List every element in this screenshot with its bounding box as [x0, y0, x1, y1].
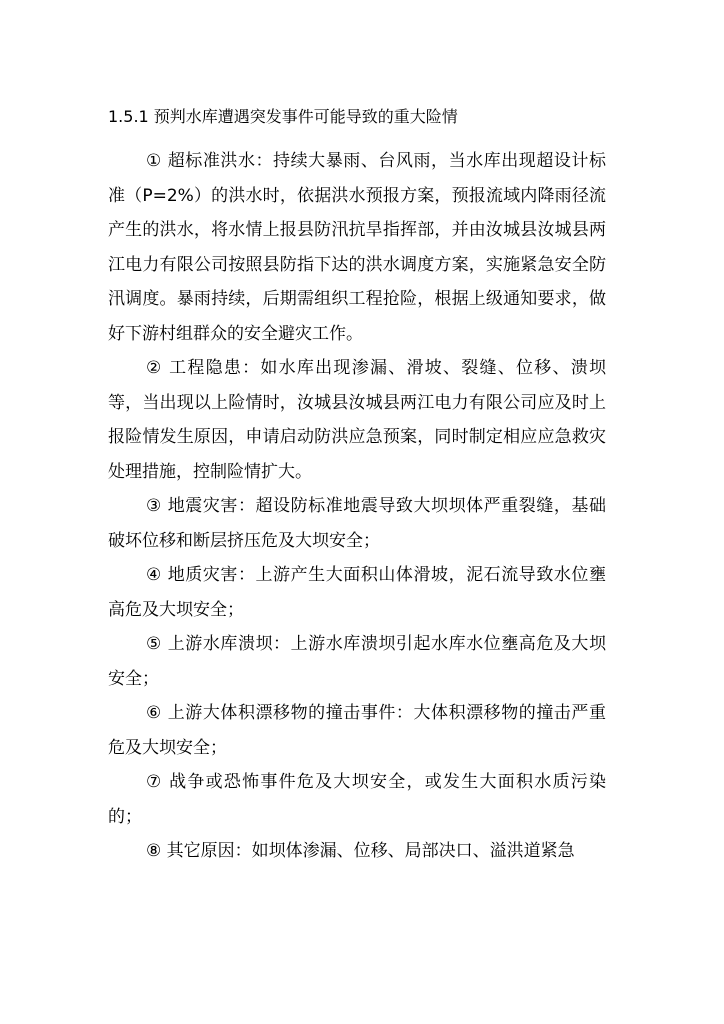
document-body: [108, 144, 606, 869]
paragraph-floating-debris: ⑥ 上游大体积漂移物的撞击事件：大体积漂移物的撞击严重危及大坝安全；: [108, 703, 606, 758]
paragraph-geological-disaster: ④ 地质灾害：上游产生大面积山体滑坡，泥石流导致水位壅高危及大坝安全；: [108, 565, 606, 620]
paragraph-engineering-hazard: ② 工程隐患：如水库出现渗漏、滑坡、裂缝、位移、溃坝等，当出现以上险情时，汝城县汝城县两江电力有限公司应及时上报险情发生原因，申请启动防洪应急预案，同时制定相应应急救灾处理措施，控制险情扩大。: [108, 358, 606, 482]
paragraph-earthquake: ③ 地震灾害：超设防标准地震导致大坝坝体严重裂缝，基础破坏位移和断层挤压危及大坝安全；: [108, 496, 606, 551]
paragraph-war-terror-pollution: ⑦ 战争或恐怖事件危及大坝安全，或发生大面积水质污染的；: [108, 772, 606, 827]
paragraph-other-causes: ⑧ 其它原因：如坝体渗漏、位移、局部决口、溢洪道紧急: [146, 841, 575, 861]
section-heading: 1.5.1 预判水库遭遇突发事件可能导致的重大险情: [108, 107, 458, 126]
paragraph-upstream-dam-break: ⑤ 上游水库溃坝：上游水库溃坝引起水库水位壅高危及大坝安全；: [108, 634, 606, 689]
paragraph-flood: ① 超标准洪水：持续大暴雨、台风雨，当水库出现超设计标准（P=2%）的洪水时，依据洪水预报方案，预报流域内降雨径流产生的洪水，将水情上报县防汛抗旱指挥部，并由汝城县汝城县两江电力有限公司按照县防指下达的洪水调度方案，实施紧急安全防汛调度。暴雨持续，后期需组织工程抢险，根据上级通知要求，做好下游村组群众的安全避灾工作。: [108, 151, 606, 344]
